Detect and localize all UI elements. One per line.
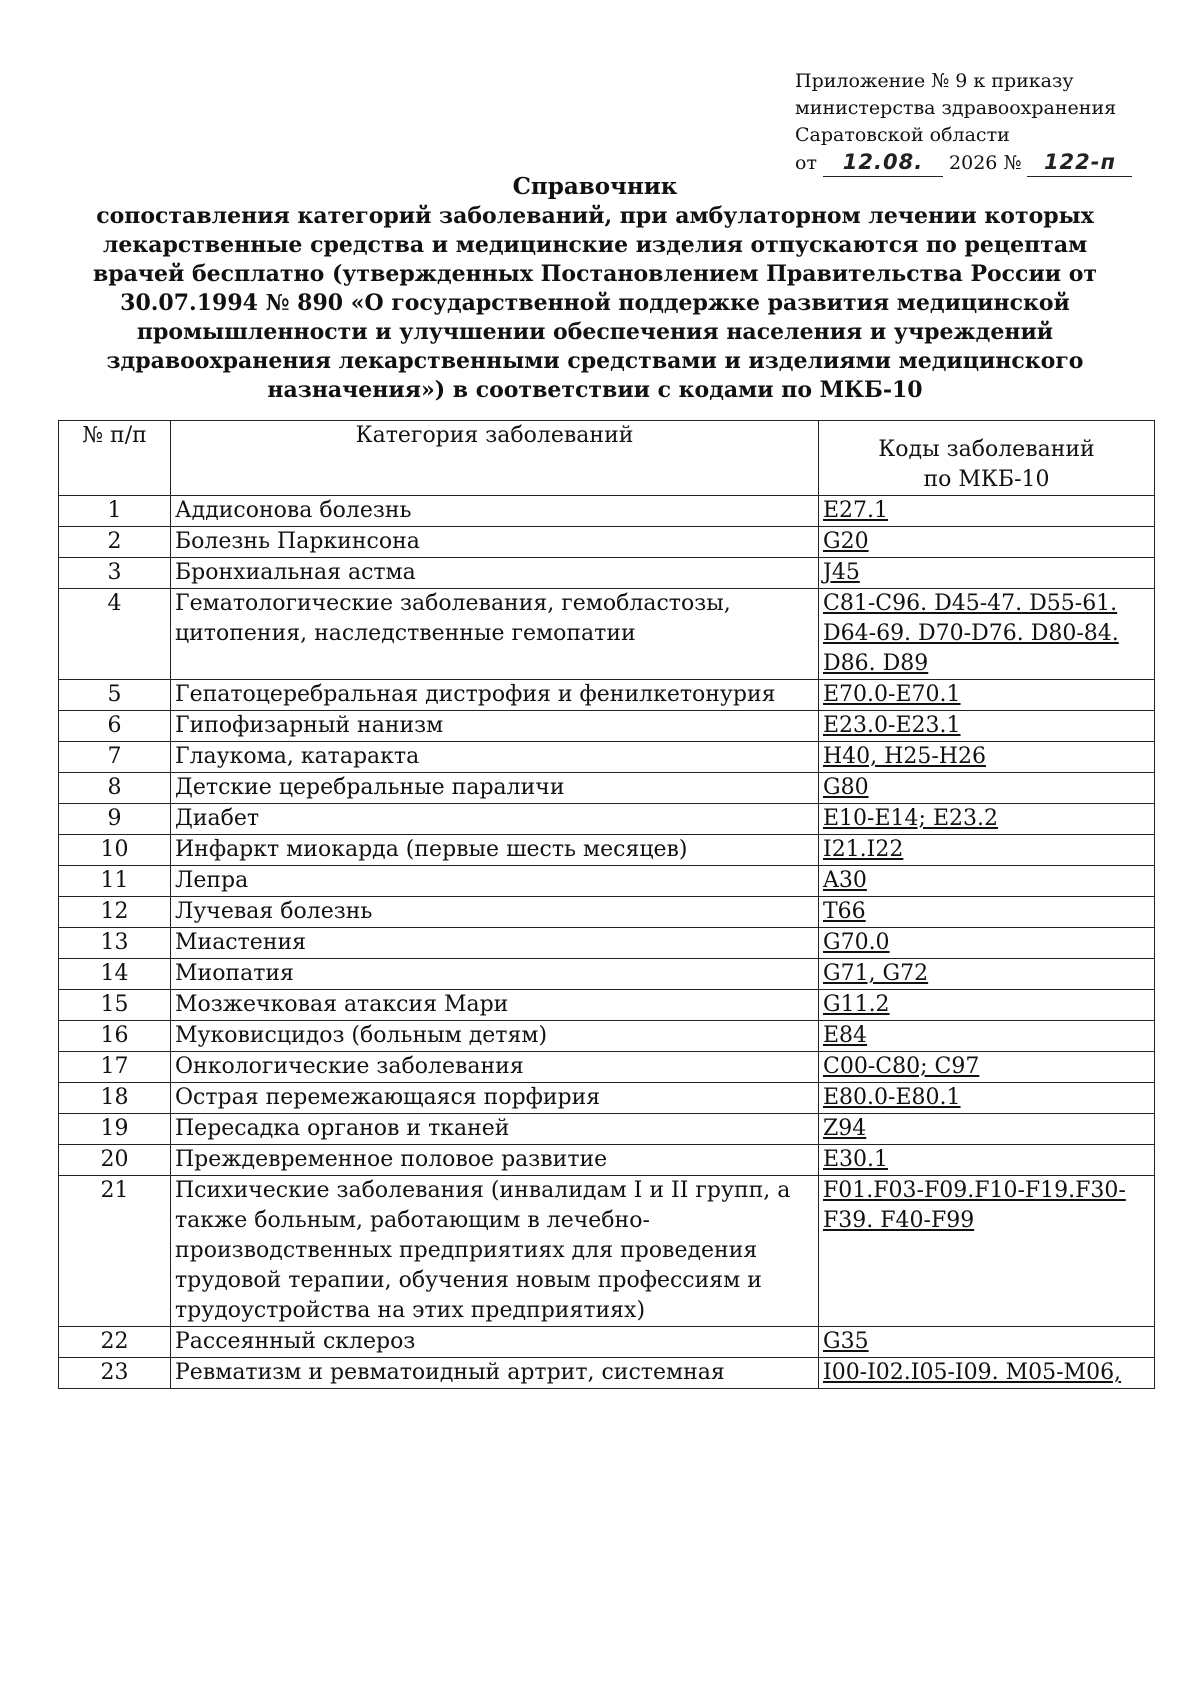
title-line-7: назначения») в соответствии с кодами по МКБ-10 <box>267 377 923 403</box>
row-category: Бронхиальная астма <box>171 558 819 589</box>
header-number: № п/п <box>59 421 171 496</box>
icd-code-text: E80.0-E80.1 <box>823 1085 961 1110</box>
icd-code-text: G80 <box>823 775 869 800</box>
table-row <box>59 1052 1155 1083</box>
row-category: Детские церебральные параличи <box>171 773 819 804</box>
icd-code-text: E70.0-E70.1 <box>823 682 961 707</box>
table-row <box>59 928 1155 959</box>
table-row <box>59 897 1155 928</box>
row-number: 20 <box>59 1145 171 1176</box>
row-number: 4 <box>59 589 171 680</box>
row-category: Острая перемежающаяся порфирия <box>171 1083 819 1114</box>
table-row <box>59 773 1155 804</box>
title-heading: Справочник <box>512 173 678 200</box>
row-category: Муковисцидоз (больным детям) <box>171 1021 819 1052</box>
row-number: 10 <box>59 835 171 866</box>
row-category: Лепра <box>171 866 819 897</box>
table-row <box>59 1358 1155 1389</box>
header-codes-line-2: по МКБ-10 <box>923 467 1050 492</box>
row-category: Болезнь Паркинсона <box>171 527 819 558</box>
table-row <box>59 680 1155 711</box>
icd-code-text: E30.1 <box>823 1147 889 1172</box>
icd-code-text: G70.0 <box>823 930 890 955</box>
appendix-line-3: Саратовской области <box>795 124 1010 146</box>
row-codes <box>819 527 1155 558</box>
row-codes <box>819 1358 1155 1389</box>
row-number: 7 <box>59 742 171 773</box>
row-number: 22 <box>59 1327 171 1358</box>
row-category: Инфаркт миокарда (первые шесть месяцев) <box>171 835 819 866</box>
row-codes <box>819 558 1155 589</box>
row-codes <box>819 496 1155 527</box>
year-label: 2026 № <box>949 152 1022 174</box>
icd-code-text: C00-C80; C97 <box>823 1054 980 1079</box>
row-number: 16 <box>59 1021 171 1052</box>
table-row <box>59 990 1155 1021</box>
icd-code-text: H40, H25-H26 <box>823 744 986 769</box>
row-category: Преждевременное половое развитие <box>171 1145 819 1176</box>
row-number: 2 <box>59 527 171 558</box>
row-number: 19 <box>59 1114 171 1145</box>
table-row <box>59 527 1155 558</box>
handwritten-date: 12.08. <box>823 149 943 177</box>
row-codes <box>819 804 1155 835</box>
row-number: 18 <box>59 1083 171 1114</box>
icd-code-text: E84 <box>823 1023 868 1048</box>
row-category: Аддисонова болезнь <box>171 496 819 527</box>
icd-reference-table <box>58 420 1155 1389</box>
handwritten-number: 122-п <box>1027 149 1132 177</box>
table-header-row <box>59 421 1155 496</box>
row-codes <box>819 1327 1155 1358</box>
table-row <box>59 1145 1155 1176</box>
appendix-block <box>795 68 1155 177</box>
row-codes <box>819 773 1155 804</box>
table-row <box>59 496 1155 527</box>
row-codes <box>819 835 1155 866</box>
row-codes <box>819 928 1155 959</box>
icd-code-text: E27.1 <box>823 498 889 523</box>
appendix-line-2: министерства здравоохранения <box>795 97 1117 119</box>
table-row <box>59 1327 1155 1358</box>
row-codes <box>819 1145 1155 1176</box>
icd-code-text: A30 <box>823 868 867 893</box>
row-number: 1 <box>59 496 171 527</box>
row-category: Лучевая болезнь <box>171 897 819 928</box>
icd-code-text: G71, G72 <box>823 961 929 986</box>
row-codes <box>819 1021 1155 1052</box>
icd-code-text: I21.I22 <box>823 837 904 862</box>
row-codes <box>819 1052 1155 1083</box>
row-category: Рассеянный склероз <box>171 1327 819 1358</box>
icd-code-text: J45 <box>823 560 860 585</box>
document-title <box>60 172 1130 405</box>
title-line-6: здравоохранения лекарственными средствами и изделиями медицинского <box>106 348 1084 374</box>
row-category: Психические заболевания (инвалидам I и II групп, а также больным, работающим в лечебно-производственных предприятиях для проведения трудовой терапии, обучения новым профессиям и трудоустройства на этих предприятиях) <box>171 1176 819 1327</box>
row-category: Гепатоцеребральная дистрофия и фенилкетонурия <box>171 680 819 711</box>
title-line-5: промышленности и улучшении обеспечения населения и учреждений <box>136 319 1054 345</box>
title-line-1: сопоставления категорий заболеваний, при амбулаторном лечении которых <box>96 203 1094 229</box>
date-prefix: от <box>795 152 817 174</box>
row-number: 6 <box>59 711 171 742</box>
table-body <box>59 496 1155 1389</box>
row-number: 21 <box>59 1176 171 1327</box>
table-row <box>59 866 1155 897</box>
icd-code-text: T66 <box>823 899 866 924</box>
title-line-3: врачей бесплатно (утвержденных Постановлением Правительства России от <box>92 261 1098 287</box>
icd-code-text: C81-C96. D45-47. D55-61. D64-69. D70-D76. D80-84. D86. D89 <box>823 591 1119 676</box>
row-codes <box>819 1083 1155 1114</box>
row-category: Пересадка органов и тканей <box>171 1114 819 1145</box>
icd-code-text: E23.0-E23.1 <box>823 713 961 738</box>
row-number: 14 <box>59 959 171 990</box>
row-codes <box>819 897 1155 928</box>
table-row <box>59 558 1155 589</box>
row-number: 5 <box>59 680 171 711</box>
table-row <box>59 1083 1155 1114</box>
table-row <box>59 1114 1155 1145</box>
table-row <box>59 742 1155 773</box>
row-number: 11 <box>59 866 171 897</box>
row-number: 13 <box>59 928 171 959</box>
icd-code-text: F01.F03-F09.F10-F19.F30-F39. F40-F99 <box>823 1178 1126 1233</box>
icd-code-text: G35 <box>823 1329 869 1354</box>
row-codes <box>819 680 1155 711</box>
icd-code-text: I00-I02.I05-I09. M05-M06, <box>823 1360 1122 1385</box>
row-category: Гипофизарный нанизм <box>171 711 819 742</box>
row-codes <box>819 589 1155 680</box>
icd-code-text: Z94 <box>823 1116 867 1141</box>
title-line-4: 30.07.1994 № 890 «О государственной поддержке развития медицинской <box>120 290 1070 316</box>
row-number: 15 <box>59 990 171 1021</box>
row-number: 9 <box>59 804 171 835</box>
row-category: Миопатия <box>171 959 819 990</box>
row-codes <box>819 711 1155 742</box>
row-number: 8 <box>59 773 171 804</box>
title-line-2: лекарственные средства и медицинские изделия отпускаются по рецептам <box>102 232 1088 258</box>
icd-code-text: E10-E14; E23.2 <box>823 806 998 831</box>
row-number: 3 <box>59 558 171 589</box>
row-category: Диабет <box>171 804 819 835</box>
icd-code-text: G11.2 <box>823 992 890 1017</box>
row-codes <box>819 959 1155 990</box>
row-category: Ревматизм и ревматоидный артрит, системная <box>171 1358 819 1389</box>
row-number: 12 <box>59 897 171 928</box>
header-codes-line-1: Коды заболеваний <box>878 437 1095 462</box>
row-number: 23 <box>59 1358 171 1389</box>
icd-code-text: G20 <box>823 529 869 554</box>
row-codes <box>819 866 1155 897</box>
appendix-line-1: Приложение № 9 к приказу <box>795 70 1074 92</box>
row-codes <box>819 1114 1155 1145</box>
table-row <box>59 959 1155 990</box>
row-category: Глаукома, катаракта <box>171 742 819 773</box>
row-codes <box>819 742 1155 773</box>
row-category: Мозжечковая атаксия Мари <box>171 990 819 1021</box>
row-category: Гематологические заболевания, гемобластозы, цитопения, наследственные гемопатии <box>171 589 819 680</box>
row-category: Онкологические заболевания <box>171 1052 819 1083</box>
row-codes <box>819 990 1155 1021</box>
table-row <box>59 1021 1155 1052</box>
row-number: 17 <box>59 1052 171 1083</box>
row-category: Миастения <box>171 928 819 959</box>
table-row <box>59 711 1155 742</box>
header-codes <box>819 421 1155 496</box>
row-codes <box>819 1176 1155 1327</box>
header-category: Категория заболеваний <box>171 421 819 496</box>
table-row <box>59 1176 1155 1327</box>
table-row <box>59 589 1155 680</box>
table-row <box>59 835 1155 866</box>
table-row <box>59 804 1155 835</box>
